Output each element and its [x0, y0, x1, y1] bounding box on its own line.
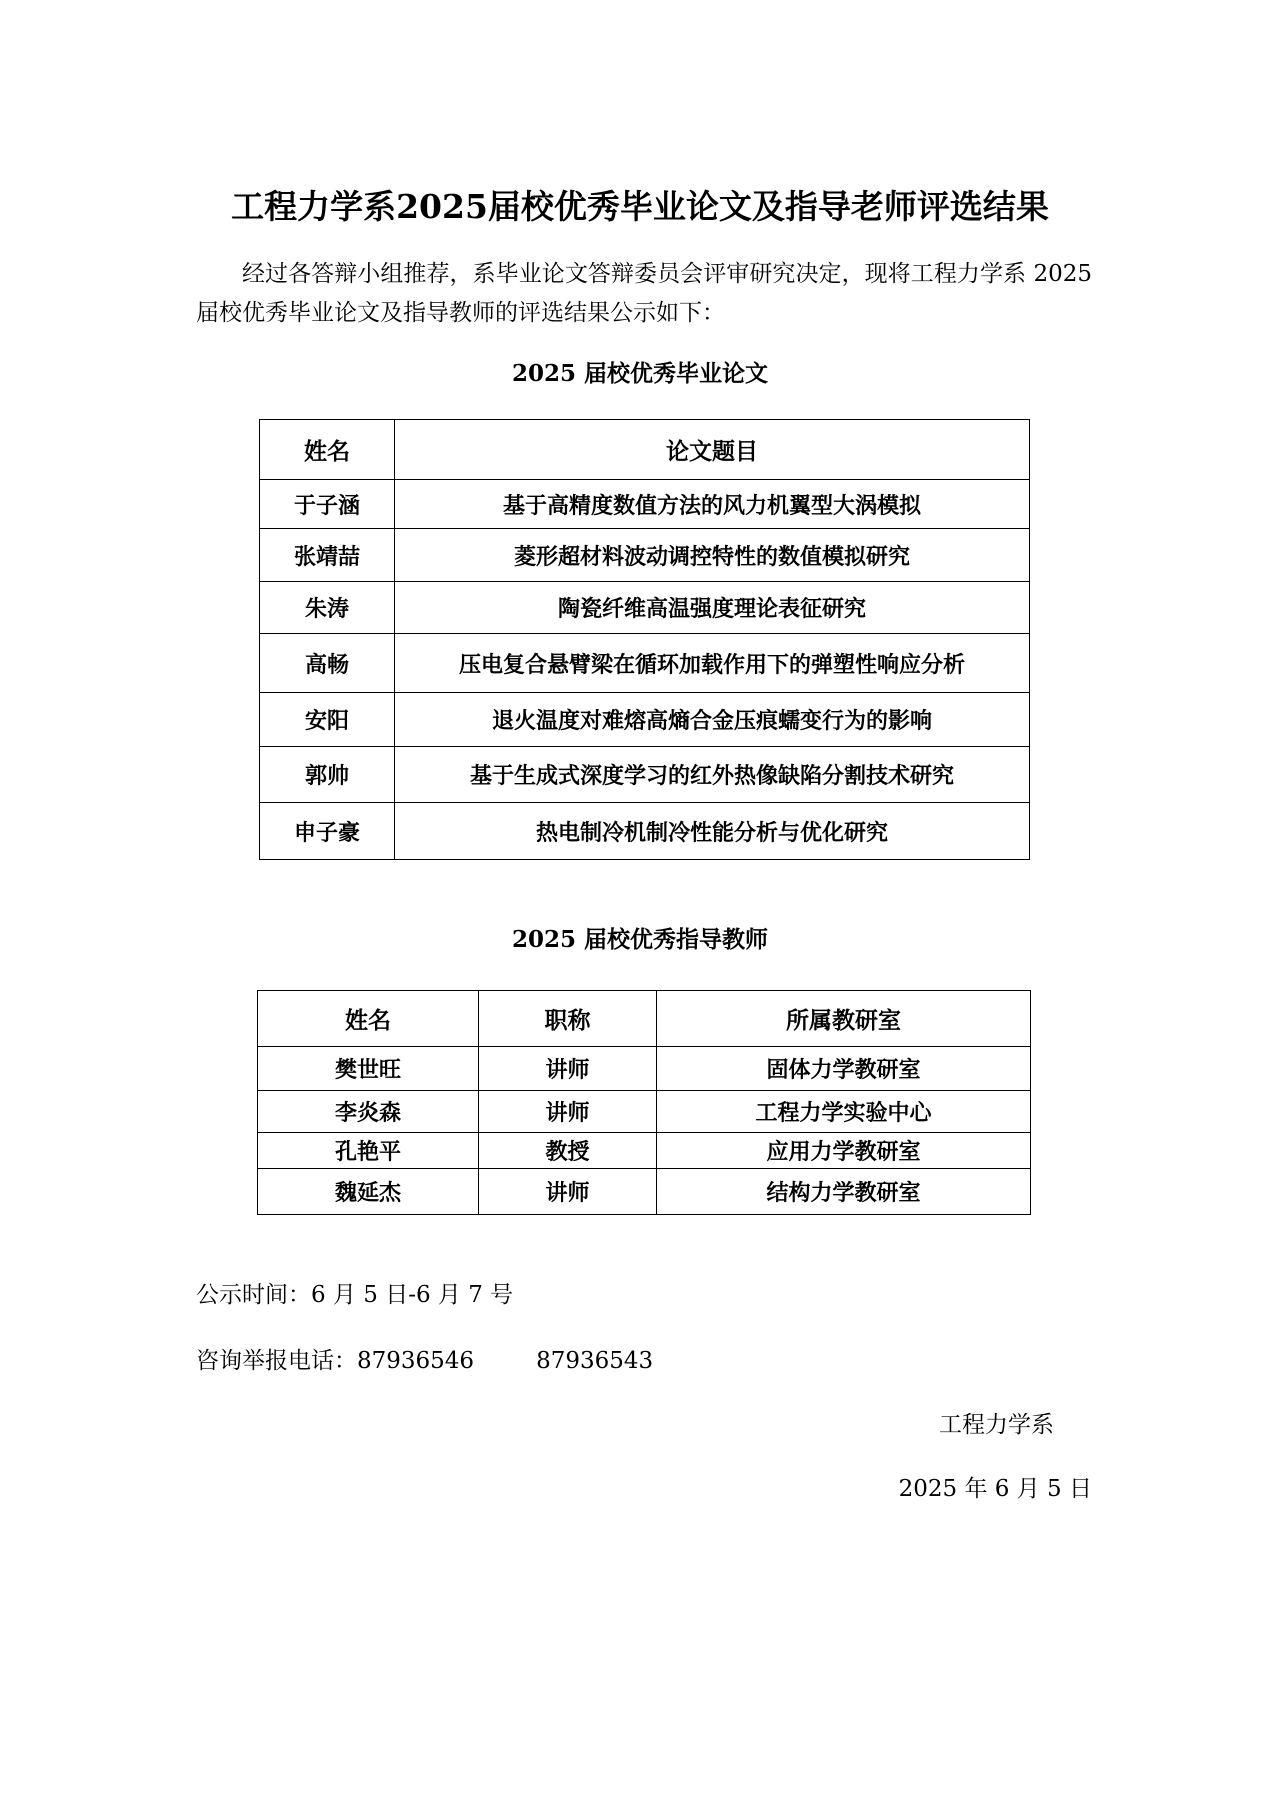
column-header-thesis-title: 论文题目 [395, 420, 1030, 480]
table-row [260, 634, 1030, 693]
hotline-phone-2: 87936543 [536, 1348, 654, 1374]
table-row [260, 693, 1030, 747]
advisor-rank: 讲师 [479, 1169, 657, 1215]
advisor-lab: 固体力学教研室 [657, 1047, 1031, 1091]
advisor-lab: 应用力学教研室 [657, 1133, 1031, 1169]
thesis-title: 陶瓷纤维高温强度理论表征研究 [395, 582, 1030, 634]
table-row [260, 582, 1030, 634]
intro-paragraph: 经过各答辩小组推荐，系毕业论文答辩委员会评审研究决定，现将工程力学系 2025 届校优秀毕业论文及指导教师的评选结果公示如下： [196, 261, 1092, 326]
student-name: 于子涵 [260, 480, 395, 529]
signature-date: 2025 年 6 月 5 日 [898, 1476, 1092, 1502]
advisor-name: 孔艳平 [258, 1133, 479, 1169]
thesis-title: 热电制冷机制冷性能分析与优化研究 [395, 803, 1030, 860]
advisor-rank: 讲师 [479, 1047, 657, 1091]
table-row [260, 803, 1030, 860]
thesis-title: 基于高精度数值方法的风力机翼型大涡模拟 [395, 480, 1030, 529]
advisor-name: 樊世旺 [258, 1047, 479, 1091]
table-header-row [260, 420, 1030, 480]
thesis-title: 基于生成式深度学习的红外热像缺陷分割技术研究 [395, 747, 1030, 803]
hotline-phone-1: 87936546 [357, 1348, 475, 1374]
thesis-table [259, 419, 1030, 860]
table-row [260, 529, 1030, 582]
table-row [258, 1169, 1031, 1215]
advisor-table [257, 990, 1031, 1215]
advisor-rank: 教授 [479, 1133, 657, 1169]
signature-department: 工程力学系 [939, 1412, 1054, 1438]
table-row [258, 1047, 1031, 1091]
notice-period: 公示时间：6 月 5 日-6 月 7 号 [196, 1282, 514, 1308]
column-header-name: 姓名 [260, 420, 395, 480]
student-name: 申子豪 [260, 803, 395, 860]
table-row [260, 747, 1030, 803]
advisor-name: 魏延杰 [258, 1169, 479, 1215]
student-name: 安阳 [260, 693, 395, 747]
advisor-rank: 讲师 [479, 1091, 657, 1133]
thesis-title: 菱形超材料波动调控特性的数值模拟研究 [395, 529, 1030, 582]
advisor-lab: 工程力学实验中心 [657, 1091, 1031, 1133]
table-row [258, 1091, 1031, 1133]
student-name: 朱涛 [260, 582, 395, 634]
hotline [196, 1344, 653, 1378]
page-title: 工程力学系2025届校优秀毕业论文及指导老师评选结果 [231, 187, 1049, 226]
advisor-lab: 结构力学教研室 [657, 1169, 1031, 1215]
advisor-name: 李炎森 [258, 1091, 479, 1133]
student-name: 高畅 [260, 634, 395, 693]
hotline-label: 咨询举报电话： [196, 1348, 357, 1374]
table-header-row [258, 991, 1031, 1047]
table-row [258, 1133, 1031, 1169]
thesis-title: 压电复合悬臂梁在循环加载作用下的弹塑性响应分析 [395, 634, 1030, 693]
column-header-rank: 职称 [479, 991, 657, 1047]
column-header-name: 姓名 [258, 991, 479, 1047]
column-header-lab: 所属教研室 [657, 991, 1031, 1047]
student-name: 郭帅 [260, 747, 395, 803]
table-row [260, 480, 1030, 529]
thesis-section-title: 2025 届校优秀毕业论文 [511, 360, 769, 387]
thesis-title: 退火温度对难熔高熵合金压痕蠕变行为的影响 [395, 693, 1030, 747]
advisor-section-title: 2025 届校优秀指导教师 [511, 926, 769, 953]
student-name: 张靖喆 [260, 529, 395, 582]
